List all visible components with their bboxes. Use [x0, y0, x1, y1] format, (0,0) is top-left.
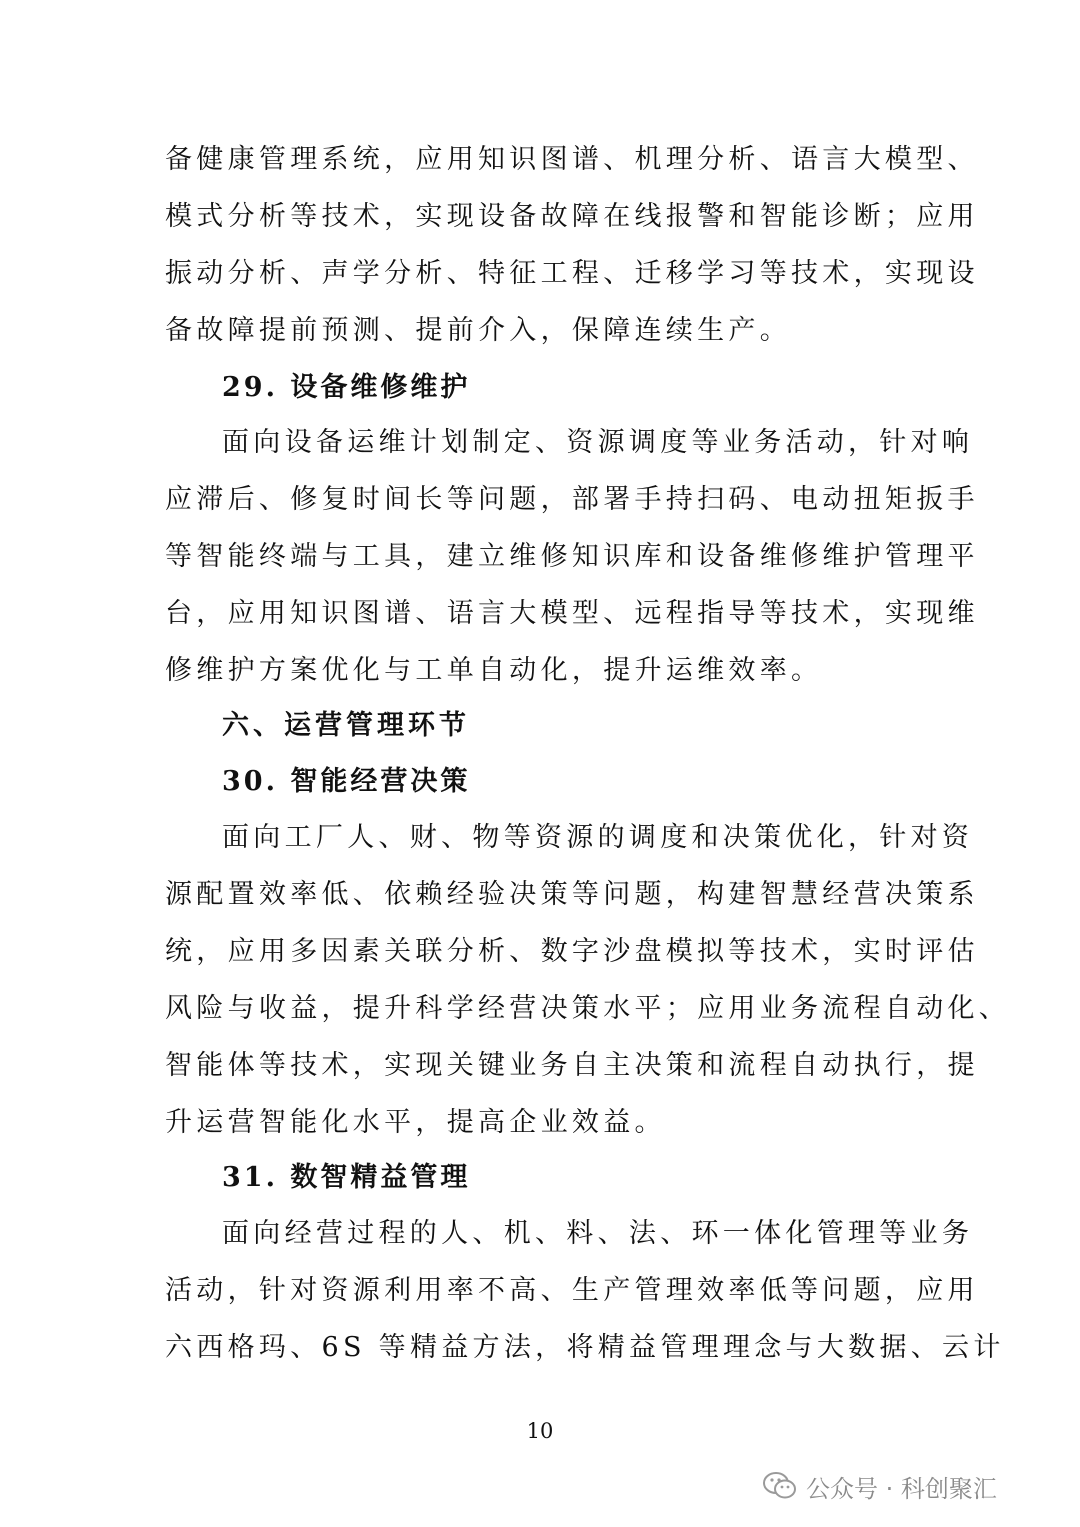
chapter-heading-6: 六、运营管理环节 — [222, 710, 470, 741]
text-line: 应滞后、修复时间长等问题，部署手持扫码、电动扭矩扳手 — [165, 484, 979, 515]
watermark — [762, 1468, 997, 1504]
text-line: 备故障提前预测、提前介入，保障连续生产。 — [165, 315, 791, 346]
text-line: 活动，针对资源利用率不高、生产管理效率低等问题，应用 — [165, 1275, 979, 1306]
text-line: 面向工厂人、财、物等资源的调度和决策优化，针对资 — [222, 822, 974, 853]
text-line: 备健康管理系统，应用知识图谱、机理分析、语言大模型、 — [165, 144, 979, 175]
text-line: 智能体等技术，实现关键业务自主决策和流程自动执行，提 — [165, 1050, 979, 1081]
text-line: 源配置效率低、依赖经验决策等问题，构建智慧经营决策系 — [165, 879, 979, 910]
watermark-text: 公众号 · 科创聚汇 — [806, 1474, 997, 1503]
text-line: 统，应用多因素关联分析、数字沙盘模拟等技术，实时评估 — [165, 936, 979, 967]
text-line: 模式分析等技术，实现设备故障在线报警和智能诊断；应用 — [165, 201, 979, 232]
page-number: 10 — [526, 1419, 554, 1443]
text-line: 六西格玛、6S 等精益方法，将精益管理理念与大数据、云计 — [165, 1332, 1005, 1363]
text-line: 台，应用知识图谱、语言大模型、远程指导等技术，实现维 — [165, 598, 979, 629]
section-heading-29: 29. 设备维修维护 — [222, 372, 471, 403]
wechat-icon — [762, 1471, 798, 1501]
text-line: 面向设备运维计划制定、资源调度等业务活动，针对响 — [222, 427, 974, 458]
text-line: 面向经营过程的人、机、料、法、环一体化管理等业务 — [222, 1218, 974, 1249]
text-line: 振动分析、声学分析、特征工程、迁移学习等技术，实现设 — [165, 258, 979, 289]
text-line: 升运营智能化水平，提高企业效益。 — [165, 1107, 666, 1138]
text-line: 修维护方案优化与工单自动化，提升运维效率。 — [165, 655, 823, 686]
text-line: 风险与收益，提升科学经营决策水平；应用业务流程自动化、 — [165, 993, 1011, 1024]
text-line: 等智能终端与工具，建立维修知识库和设备维修维护管理平 — [165, 541, 979, 572]
section-heading-31: 31. 数智精益管理 — [222, 1162, 471, 1193]
section-heading-30: 30. 智能经营决策 — [222, 766, 471, 797]
